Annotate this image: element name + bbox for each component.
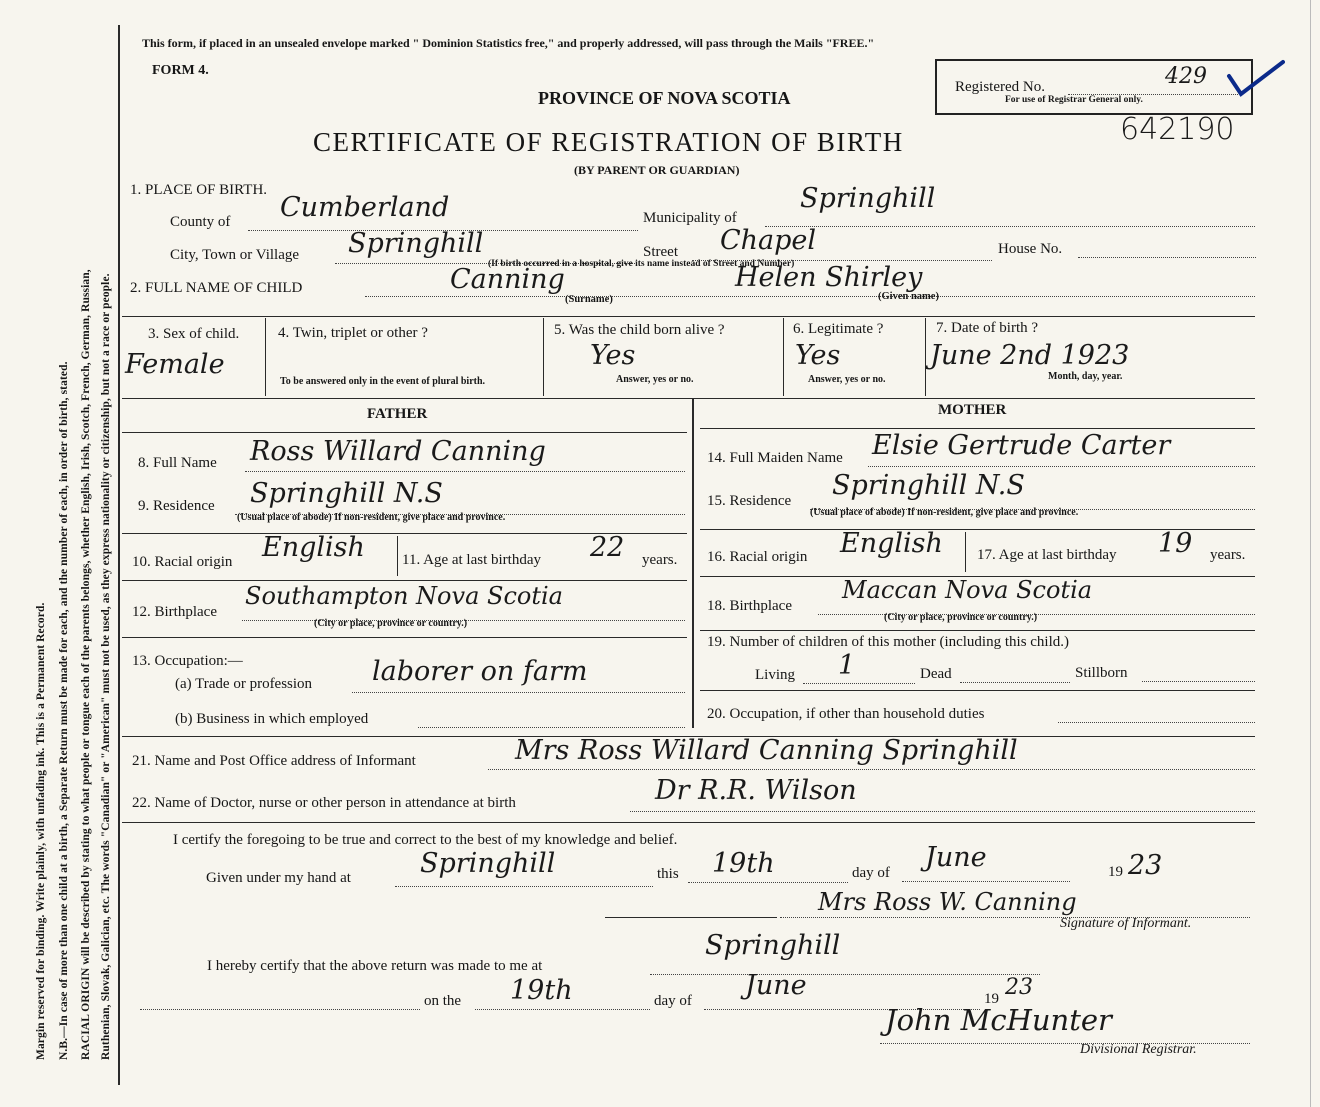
reg-day-value: 19th <box>510 975 573 1006</box>
mother-birthplace-value: Maccan Nova Scotia <box>842 576 1093 604</box>
registered-value: 429 <box>1165 64 1207 89</box>
parent-divider <box>692 398 694 728</box>
doctor-line <box>630 811 1255 812</box>
details-top-rule <box>122 316 1255 317</box>
mother-occupation-line <box>1058 722 1255 723</box>
mother-rule-1 <box>700 428 1255 429</box>
details-divider-3 <box>783 318 784 396</box>
mother-age-label: 17. Age at last birthday <box>977 547 1117 563</box>
mother-heading: MOTHER <box>938 402 1007 418</box>
mother-age-value: 19 <box>1158 528 1193 559</box>
right-edge <box>1310 0 1311 1107</box>
father-residence-value: Springhill N.S <box>250 478 443 509</box>
street-label: Street <box>643 244 678 260</box>
father-business-line <box>418 727 685 728</box>
father-trade-line <box>352 692 685 693</box>
mother-occupation-label: 20. Occupation, if other than household duties <box>707 706 985 722</box>
mother-residence-note: (Usual place of abode) If non-resident, give place and province. <box>810 507 1079 518</box>
details-divider-1 <box>265 318 266 396</box>
mother-rule-5 <box>700 690 1255 691</box>
child-name-label: 2. FULL NAME OF CHILD <box>130 280 303 296</box>
reg-day-line <box>475 1009 650 1010</box>
twin-label: 4. Twin, triplet or other ? <box>278 325 428 341</box>
day-of-label: day of <box>852 865 890 881</box>
sex-label: 3. Sex of child. <box>148 326 240 342</box>
registrar-place-value: Springhill <box>705 930 841 961</box>
month-value: June <box>925 842 987 873</box>
father-birthplace-label: 12. Birthplace <box>132 604 217 620</box>
margin-note-binding: Margin reserved for binding. Write plainly, with unfading ink. This is a Permanent Record. <box>35 602 47 1060</box>
father-name-line <box>245 471 685 472</box>
details-bottom-rule <box>122 398 1255 399</box>
mother-residence-value: Springhill N.S <box>832 470 1025 501</box>
mother-name-value: Elsie Gertrude Carter <box>872 430 1171 461</box>
father-residence-label: 9. Residence <box>138 498 215 514</box>
informant-value: Mrs Ross Willard Canning Springhill <box>515 735 1018 766</box>
subtitle: (BY PARENT OR GUARDIAN) <box>574 163 740 177</box>
father-years-label: years. <box>642 552 678 568</box>
alive-label: 5. Was the child born alive ? <box>554 322 725 338</box>
city-value: Springhill <box>348 228 484 259</box>
mother-children-label: 19. Number of children of this mother (including this child.) <box>707 634 1070 650</box>
stillborn-label: Stillborn <box>1075 665 1128 681</box>
father-heading: FATHER <box>367 406 428 422</box>
place-heading: 1. PLACE OF BIRTH. <box>130 182 268 198</box>
father-residence-note: (Usual place of abode) If non-resident, give place and province. <box>237 512 506 523</box>
mother-name-line <box>868 466 1255 467</box>
municipality-label: Municipality of <box>643 210 737 226</box>
mother-racial-value: English <box>840 528 943 559</box>
stillborn-line <box>1142 681 1255 682</box>
legit-value: Yes <box>795 340 841 371</box>
given-label: Given under my hand at <box>206 870 351 886</box>
reg-month-value: June <box>745 970 807 1001</box>
page-title: CERTIFICATE OF REGISTRATION OF BIRTH <box>313 127 904 157</box>
hospital-note: (If birth occurred in a hospital, give its name instead of Street and Number) <box>488 259 795 269</box>
house-label: House No. <box>998 241 1063 257</box>
date-label: 7. Date of birth ? <box>936 320 1039 336</box>
municipality-line <box>765 226 1255 227</box>
father-rule-4 <box>122 637 687 638</box>
reg-year-value: 23 <box>1005 975 1033 1000</box>
this-label: this <box>657 866 679 882</box>
living-line <box>803 683 915 684</box>
given-place-line <box>395 886 653 887</box>
mother-age-divider <box>965 532 966 572</box>
postal-note: This form, if placed in an unsealed envelope marked " Dominion Statistics free," and properly addressed, will pass through the Mails "FREE." <box>142 36 875 50</box>
father-age-label: 11. Age at last birthday <box>402 552 541 568</box>
given-name-label: (Given name) <box>878 291 939 302</box>
county-label: County of <box>170 214 231 230</box>
father-trade-value: laborer on farm <box>372 656 588 687</box>
check-mark-icon <box>1225 58 1285 98</box>
details-divider-4 <box>925 318 926 396</box>
margin-note-nationality: Ruthenian, Slovak, Galician, etc. The words "Canadian" or "American" must not be used, as they express nationality or citizenship, but not a race or people. <box>100 273 112 1060</box>
cert-statement: I certify the foregoing to be true and correct to the best of my knowledge and belief. <box>173 832 678 848</box>
province-heading: PROVINCE OF NOVA SCOTIA <box>538 88 791 108</box>
legit-label: 6. Legitimate ? <box>793 321 884 337</box>
sex-value: Female <box>125 349 225 380</box>
informant-sig-label: Signature of Informant. <box>1060 916 1192 931</box>
father-racial-label: 10. Racial origin <box>132 554 233 570</box>
day-value: 19th <box>712 848 775 879</box>
surname-value: Canning <box>450 264 565 295</box>
father-racial-value: English <box>262 532 365 563</box>
living-label: Living <box>755 667 795 683</box>
date-value: June 2nd 1923 <box>930 340 1130 371</box>
doctor-label: 22. Name of Doctor, nurse or other person in attendance at birth <box>132 795 516 811</box>
informant-label: 21. Name and Post Office address of Informant <box>132 753 416 769</box>
mother-name-label: 14. Full Maiden Name <box>707 450 843 466</box>
living-value: 1 <box>838 650 856 681</box>
registrar-signature: John McHunter <box>885 1003 1112 1037</box>
registrar-statement: I hereby certify that the above return was made to me at <box>207 958 543 974</box>
county-value: Cumberland <box>280 192 450 223</box>
father-birthplace-value: Southampton Nova Scotia <box>245 582 563 610</box>
twin-note: To be answered only in the event of plural birth. <box>280 376 486 387</box>
registrar-only-note: For use of Registrar General only. <box>1005 95 1143 105</box>
father-name-value: Ross Willard Canning <box>250 436 546 467</box>
city-label: City, Town or Village <box>170 247 300 263</box>
father-trade-label: (a) Trade or profession <box>175 676 313 692</box>
street-value: Chapel <box>720 225 817 256</box>
legit-note: Answer, yes or no. <box>808 374 886 385</box>
registrar-place-line <box>650 974 1040 975</box>
on-the-label: on the <box>424 993 462 1009</box>
father-rule-1 <box>122 432 687 433</box>
father-rule-3 <box>122 580 687 581</box>
municipality-value: Springhill <box>800 183 936 214</box>
this-line <box>688 882 848 883</box>
date-note: Month, day, year. <box>1048 371 1123 382</box>
alive-value: Yes <box>590 340 636 371</box>
given-name-value: Helen Shirley <box>735 262 923 293</box>
mother-birthplace-note: (City or place, province or country.) <box>884 612 1038 623</box>
year-prefix: 19 <box>1108 864 1123 880</box>
father-business-label: (b) Business in which employed <box>175 711 369 727</box>
stamp-number: 642190 <box>1120 112 1235 147</box>
cert-top-rule <box>122 822 1255 823</box>
father-age-divider <box>397 536 398 576</box>
registrar-label: Divisional Registrar. <box>1080 1042 1197 1057</box>
house-line <box>1078 257 1256 258</box>
child-name-line <box>365 296 1255 297</box>
year-value: 23 <box>1128 850 1163 881</box>
details-divider-2 <box>543 318 544 396</box>
mother-birthplace-label: 18. Birthplace <box>707 598 792 614</box>
doctor-value: Dr R.R. Wilson <box>655 775 857 806</box>
dead-line <box>960 682 1070 683</box>
dead-label: Dead <box>920 666 952 682</box>
form-number: FORM 4. <box>152 63 209 78</box>
informant-line <box>488 769 1255 770</box>
margin-note-multiple-births: N.B.—In case of more than one child at a birth, a Separate Return must be made for each, and the number of each, in order of birth, stated. <box>58 361 70 1060</box>
on-the-lead-line <box>140 1009 420 1010</box>
margin-note-racial-origin: RACIAL ORIGIN will be described by stating to what people or tongue each of the parents belongs, whether English, Irish, Scotch, French, German, Russian, <box>80 269 92 1060</box>
given-place-value: Springhill <box>420 848 556 879</box>
reg-year-prefix: 19 <box>984 991 999 1007</box>
mother-rule-4 <box>700 630 1255 631</box>
father-birthplace-note: (City or place, province or country.) <box>314 618 468 629</box>
alive-note: Answer, yes or no. <box>616 374 694 385</box>
registered-label: Registered No. <box>955 79 1045 95</box>
cert-left-sig-line <box>605 917 777 918</box>
reg-day-of-label: day of <box>654 993 692 1009</box>
month-line <box>902 881 1070 882</box>
father-occupation-label: 13. Occupation:— <box>132 653 243 669</box>
father-age-value: 22 <box>590 532 625 563</box>
mother-racial-label: 16. Racial origin <box>707 549 808 565</box>
father-name-label: 8. Full Name <box>138 455 217 471</box>
mother-residence-label: 15. Residence <box>707 493 792 509</box>
mother-years-label: years. <box>1210 547 1246 563</box>
informant-signature: Mrs Ross W. Canning <box>818 888 1077 916</box>
surname-label: (Surname) <box>565 294 613 305</box>
margin-border <box>118 25 120 1085</box>
